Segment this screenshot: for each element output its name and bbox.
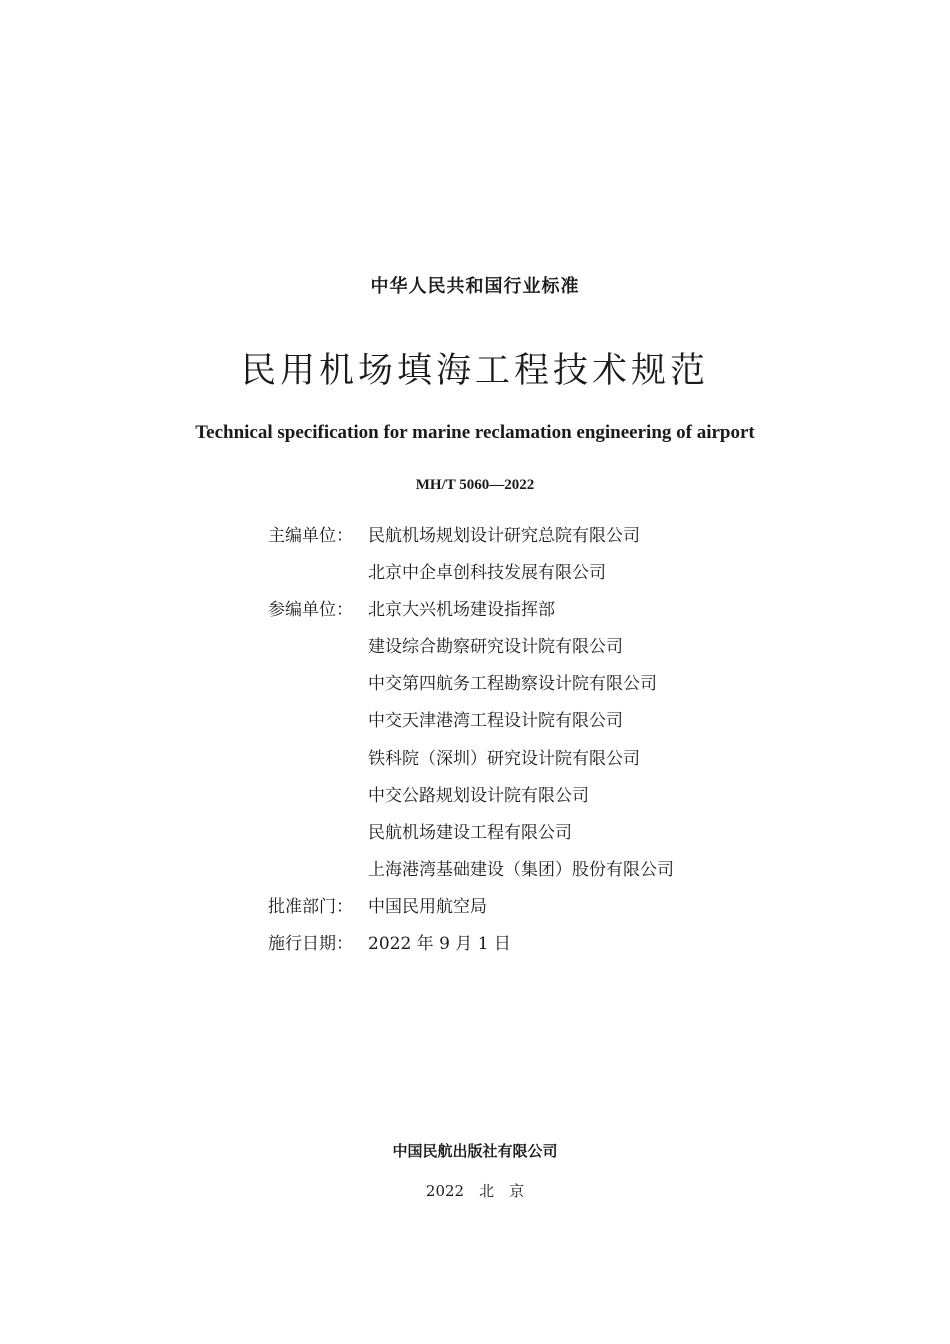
publisher-name: 中国民航出版社有限公司 [392, 1142, 558, 1160]
info-row-participating [268, 595, 868, 632]
info-value: 中国民用航空局 [368, 896, 487, 917]
document-title-chinese: 民用机场填海工程技术规范 [240, 351, 709, 391]
publication-year-place: 2022 北 京 [425, 1182, 525, 1200]
info-value: 北京大兴机场建设指挥部 [368, 600, 555, 621]
info-row-participating [268, 818, 868, 855]
info-row-effective-date [268, 929, 868, 966]
info-value: 中交第四航务工程勘察设计院有限公司 [368, 674, 657, 695]
info-row-approving-department [268, 892, 868, 929]
info-value: 民航机场规划设计研究总院有限公司 [368, 526, 640, 546]
info-value: 建设综合勘察研究设计院有限公司 [368, 637, 623, 658]
info-value: 铁科院（深圳）研究设计院有限公司 [368, 748, 640, 769]
info-row-participating [268, 744, 868, 781]
info-value: 上海港湾基础建设（集团）股份有限公司 [368, 859, 674, 880]
info-label: 参编单位： [268, 600, 353, 621]
info-value: 2022 年 9 月 1 日 [368, 934, 511, 955]
info-label: 批准部门： [268, 896, 353, 917]
info-row-participating [268, 781, 868, 818]
info-label [268, 669, 368, 706]
info-label [268, 558, 368, 595]
info-row-participating [268, 632, 868, 669]
info-row-participating [268, 669, 868, 706]
info-label [268, 781, 368, 818]
info-value: 中交公路规划设计院有限公司 [368, 785, 589, 806]
info-value: 北京中企卓创科技发展有限公司 [368, 563, 606, 584]
info-label [268, 632, 368, 669]
info-label [268, 818, 368, 855]
document-title-english: Technical specification for marine reclamation engineering of airport [195, 422, 755, 443]
standard-code: MH/T 5060—2022 [415, 477, 535, 493]
info-label: 主编单位： [268, 526, 353, 546]
info-label: 施行日期： [268, 934, 353, 955]
info-row-participating [268, 855, 868, 892]
info-row-chief-editor [268, 521, 868, 558]
industry-standard-heading: 中华人民共和国行业标准 [370, 276, 580, 297]
info-value: 民航机场建设工程有限公司 [368, 822, 572, 843]
info-label [268, 744, 368, 781]
info-label [268, 706, 368, 743]
organization-info-block [268, 521, 868, 966]
info-row-participating [268, 706, 868, 743]
info-label [268, 855, 368, 892]
info-value: 中交天津港湾工程设计院有限公司 [368, 711, 623, 732]
info-row-chief-editor [268, 558, 868, 595]
